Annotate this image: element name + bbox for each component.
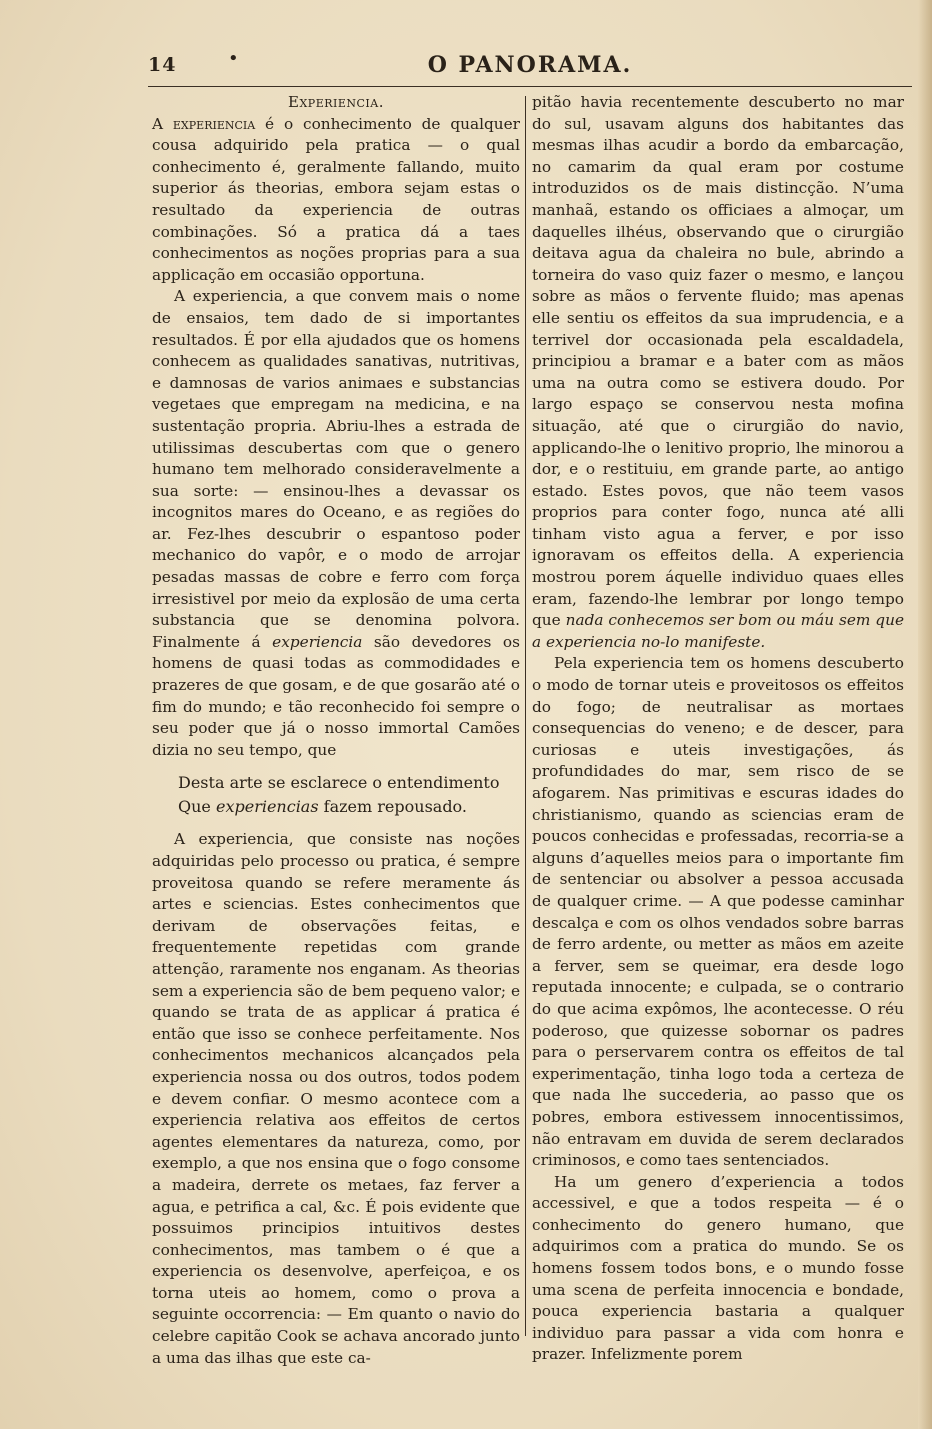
paragraph-1 [152,114,520,287]
paragraph-2 [152,286,520,761]
right-column [532,92,904,1366]
verse-quote [178,771,520,819]
paragraph-1-text: é o conhecimento de qualquer cousa adquirido pela pratica — o qual conhecimento é, geralmente fallando, muito superior ás theorias, embora sejam estas o resultado da experiencia de outras combinações. Só a pratica dá a taes conhecimentos as noções proprias para a sua applicação em occasião opportuna. [152,114,520,284]
paragraph-4: Pela experiencia tem os homens descuberto o modo de tornar uteis e proveitosos os effeitos do fogo; de neutralisar as mortaes consequencias do veneno; e de descer, para curiosas e uteis investigações, ás profundidades do mar, sem risco de se afogarem. Nas primitivas e escuras idades do christianismo, quando as sciencias eram de poucos conhecidas e professadas, recorria-se a alguns d’aquelles meios para o importante fim de sentenciar ou absolver a pessoa accusada de qualquer crime. — A que podesse caminhar descalça e com os olhos vendados sobre barras de ferro ardente, ou metter as mãos em azeite a ferver, sem se queimar, era desde logo reputada innocente; e culpada, se o contrario do que acima expômos, lhe acontecesse. O réu poderoso, que quizesse sobornar os padres para o perservarem contra os effeitos de tal experimentação, tinha logo toda a certeza de que nada lhe succederia, ao passo que os pobres, embora estivessem innocentissimos, não entravam em duvida de serem declarados criminosos, e como taes sentenciados. [532,654,904,1170]
paragraph-continued-text: pitão havia recentemente descuberto no mar do sul, usavam alguns dos habitantes das mesmas ilhas acudir a bordo da embarcação, no camarim da qual eram por costume introduzidos os de mais distincção. N’uma manhaã, estando os officiaes a almoçar, um daquelles ilhéus, observando que o cirurgião deitava agua da chaleira no bule, abrindo a torneira do vaso quiz fazer o mesmo, e lançou sobre as mãos o fervente fluido; mas apenas elle sentiu os effeitos da sua imprudencia, e a terrivel dor occasionada pela escaldadela, principiou a bramar e a bater com as mãos uma na outra como se estivera doudo. Por largo espaço se conservou nesta mofina situação, até que o cirurgião do navio, applicando-lhe o lenitivo proprio, lhe minorou a dor, e o restituiu, em grande parte, ao antigo estado. Estes povos, que não teem vasos proprios para conter fogo, nunca até alli tinham visto agua a ferver, e por isso ignoravam os effeitos della. A experiencia mostrou porem áquelle individuo quaes elles eram, fazendo-lhe lembrar por longo tempo que [532,93,904,630]
page-edge [918,0,932,1429]
lead-phrase: A experiencia [152,114,256,133]
paragraph-2-end: são devedores os homens de quasi todas as commodidades e prazeres de que gosam, e de que gosarão até o fim do mundo; e tão reconhecido foi sempre o seu poder que já o nosso immortal Camões dizia no seu tempo, que [152,632,520,759]
paragraph-continued [532,92,904,653]
journal-title: O PANORAMA. [427,52,633,78]
paragraph-2-emphasis: experiencia [272,632,363,651]
column-divider [525,96,526,1336]
page-number: 14 [148,54,177,76]
verse-line-1: Desta arte se esclarece o entendimento [178,773,500,793]
paragraph-5: Ha um genero d’experiencia a todos accessivel, e que a todos respeita — é o conhecimento do genero humano, que adquirimos com a pratica do mundo. Se os homens fossem todos bons, e o mundo fosse uma scena de perfeita innocencia e bondade, pouca experiencia bastaria a qualquer individuo para passar a vida com honra e prazer. Infelizmente porem [532,1172,904,1364]
paragraph-3: A experiencia, que consiste nas noções adquiridas pelo processo ou pratica, é sempre proveitosa quando se refere meramente ás artes e sciencias. Estes conhecimentos que derivam de observações feitas, e frequentemente repetidas com grande attenção, raramente nos enganam. As theorias sem a experiencia são de bem pequeno valor; e quando se trata de as applicar á pratica é então que isso se conhece perfeitamente. Nos conhecimentos mechanicos alcançados pela experiencia nossa ou dos outros, todos podem e devem confiar. O mesmo acontece com a experiencia relativa aos effeitos de certos agentes elementares da natureza, como, por exemplo, a que nos ensina que o fogo consome a madeira, derrete os metaes, faz ferver a agua, e petrifica a cal, &c. É pois evidente que possuimos principios intuitivos destes conhecimentos, mas tambem o é que a experiencia os desenvolve, aperfeiçoa, e os torna uteis ao homem, como o prova a seguinte occorrencia: — Em quanto o navio do celebre capitão Cook se achava ancorado junto a uma das ilhas que este ca- [152,830,520,1367]
header-ornament: • [228,48,239,69]
verse-line-2-end: fazem repousado. [318,797,467,817]
paragraph-2-text: A experiencia, a que convem mais o nome de ensaios, tem dado de si importantes resultados. É por ella ajudados que os homens conhecem as qualidades sanativas, nutritivas, e damnosas de varios animaes e substancias vegetaes que empregam na medicina, e na sustentação propria. Abriu-lhes a estrada de utilissimas descubertas com que o genero humano tem melhorado consideravelmente a sua sorte: — ensinou-lhes a devassar os incognitos mares do Oceano, e as regiões do ar. Fez-lhes descubrir o espantoso poder mechanico do vapôr, e o modo de arrojar pesadas massas de cobre e ferro com força irresistivel por meio da explosão de uma certa substancia que se denomina polvora. Finalmente á [152,287,520,651]
verse-line-2-emphasis: experiencias [215,797,319,817]
paragraph-continued-emphasis: nada conhecemos ser bom ou máu sem que a experiencia no-lo manifeste. [532,611,904,651]
header-rule [148,86,912,87]
left-column [152,92,520,1369]
verse-line-2-start: Que [178,797,216,817]
page-header [148,48,912,88]
article-title: Experiencia. [288,93,384,111]
